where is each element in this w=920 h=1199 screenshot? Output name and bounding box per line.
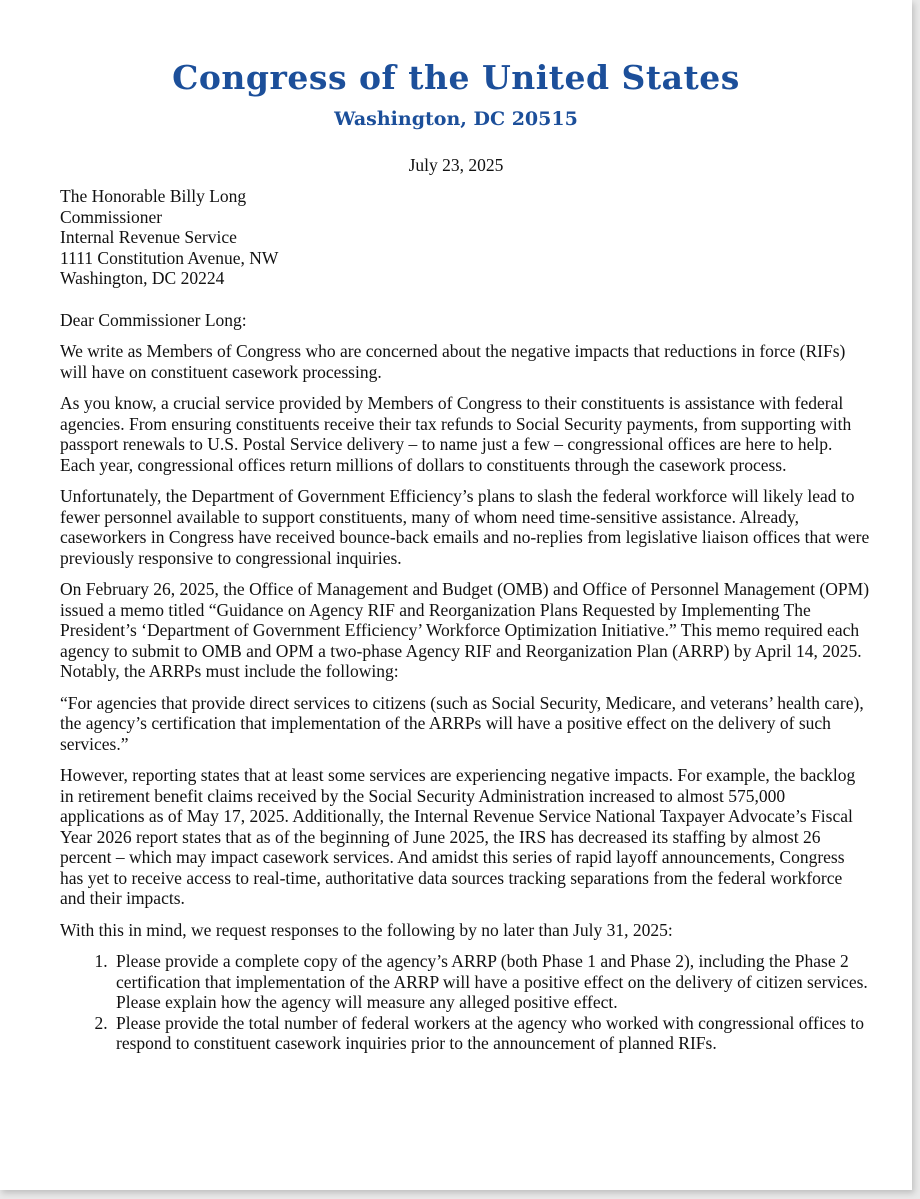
quoted-paragraph: “For agencies that provide direct services to citizens (such as Social Security, Medicare, and veterans’ health care), the agency’s certification that implementation of the ARRPs will have a positive effect on the delivery of such services.” <box>60 692 864 754</box>
letter-date: July 23, 2025 <box>408 155 504 175</box>
paragraph: As you know, a crucial service provided by Members of Congress to their constituents is assistance with federal agencies. From ensuring constituents receive their tax refunds to Social Security payments, from supporting with passport renewals to U.S. Postal Service delivery – to name just a few – congressional offices are here to help. Each year, congressional offices return millions of dollars to constituents through the casework process. <box>60 393 852 475</box>
recipient-address <box>60 186 870 289</box>
recipient-line: Commissioner <box>60 206 163 227</box>
letterhead-title: Congress of the United States <box>172 58 740 97</box>
salutation: Dear Commissioner Long: <box>60 309 247 330</box>
request-list <box>60 951 870 1054</box>
paragraph: However, reporting states that at least some services are experiencing negative impacts. For example, the backlog in retirement benefit claims received by the Social Security Administration increased to almost 575,000 applications as of May 17, 2025. Additionally, the Internal Revenue Service National Taxpayer Advocate’s Fiscal Year 2026 report states that as of the beginning of June 2025, the IRS has decreased its staffing by almost 26 percent – which may impact casework services. And amidst this series of rapid layoff announcements, Congress has yet to receive access to real-time, authoritative data sources tracking separations from the federal workforce and their impacts. <box>60 765 856 908</box>
recipient-line: Washington, DC 20224 <box>60 268 225 288</box>
request-item: 1. Please provide a complete copy of the agency’s ARRP (both Phase 1 and Phase 2), including the Phase 2 certification that implementation of the ARRP will have a positive effect on the delivery of citizen services. Please explain how the agency will measure any alleged positive effect. <box>112 951 870 1013</box>
recipient-line: 1111 Constitution Avenue, NW <box>60 247 279 268</box>
recipient-line: The Honorable Billy Long <box>60 186 247 206</box>
request-item: 2. Please provide the total number of federal workers at the agency who worked with congressional offices to respond to constituent casework inquiries prior to the announcement of planned RIFs. <box>112 1013 870 1054</box>
paragraph: We write as Members of Congress who are concerned about the negative impacts that reductions in force (RIFs) will have on constituent casework processing. <box>60 341 846 382</box>
paragraph: On February 26, 2025, the Office of Management and Budget (OMB) and Office of Personnel Management (OPM) issued a memo titled “Guidance on Agency RIF and Reorganization Plans Requested by Implementing The President’s ‘Department of Government Efficiency’ Workforce Optimization Initiative.” This memo required each agency to submit to OMB and OPM a two-phase Agency RIF and Reorganization Plan (ARRP) by April 14, 2025. Notably, the ARRPs must include the following: <box>60 579 870 681</box>
paragraph: Unfortunately, the Department of Government Efficiency’s plans to slash the federal workforce will likely lead to fewer personnel available to support constituents, many of whom need time-sensitive assistance. Already, caseworkers in Congress have received bounce-back emails and no-replies from legislative liaison offices that were previously responsive to congressional inquiries. <box>60 486 870 568</box>
letterhead-subtitle: Washington, DC 20515 <box>334 108 578 130</box>
letter-body <box>60 186 870 1054</box>
recipient-line: Internal Revenue Service <box>60 227 237 247</box>
paragraph: With this in mind, we request responses to the following by no later than July 31, 2025: <box>60 919 673 940</box>
